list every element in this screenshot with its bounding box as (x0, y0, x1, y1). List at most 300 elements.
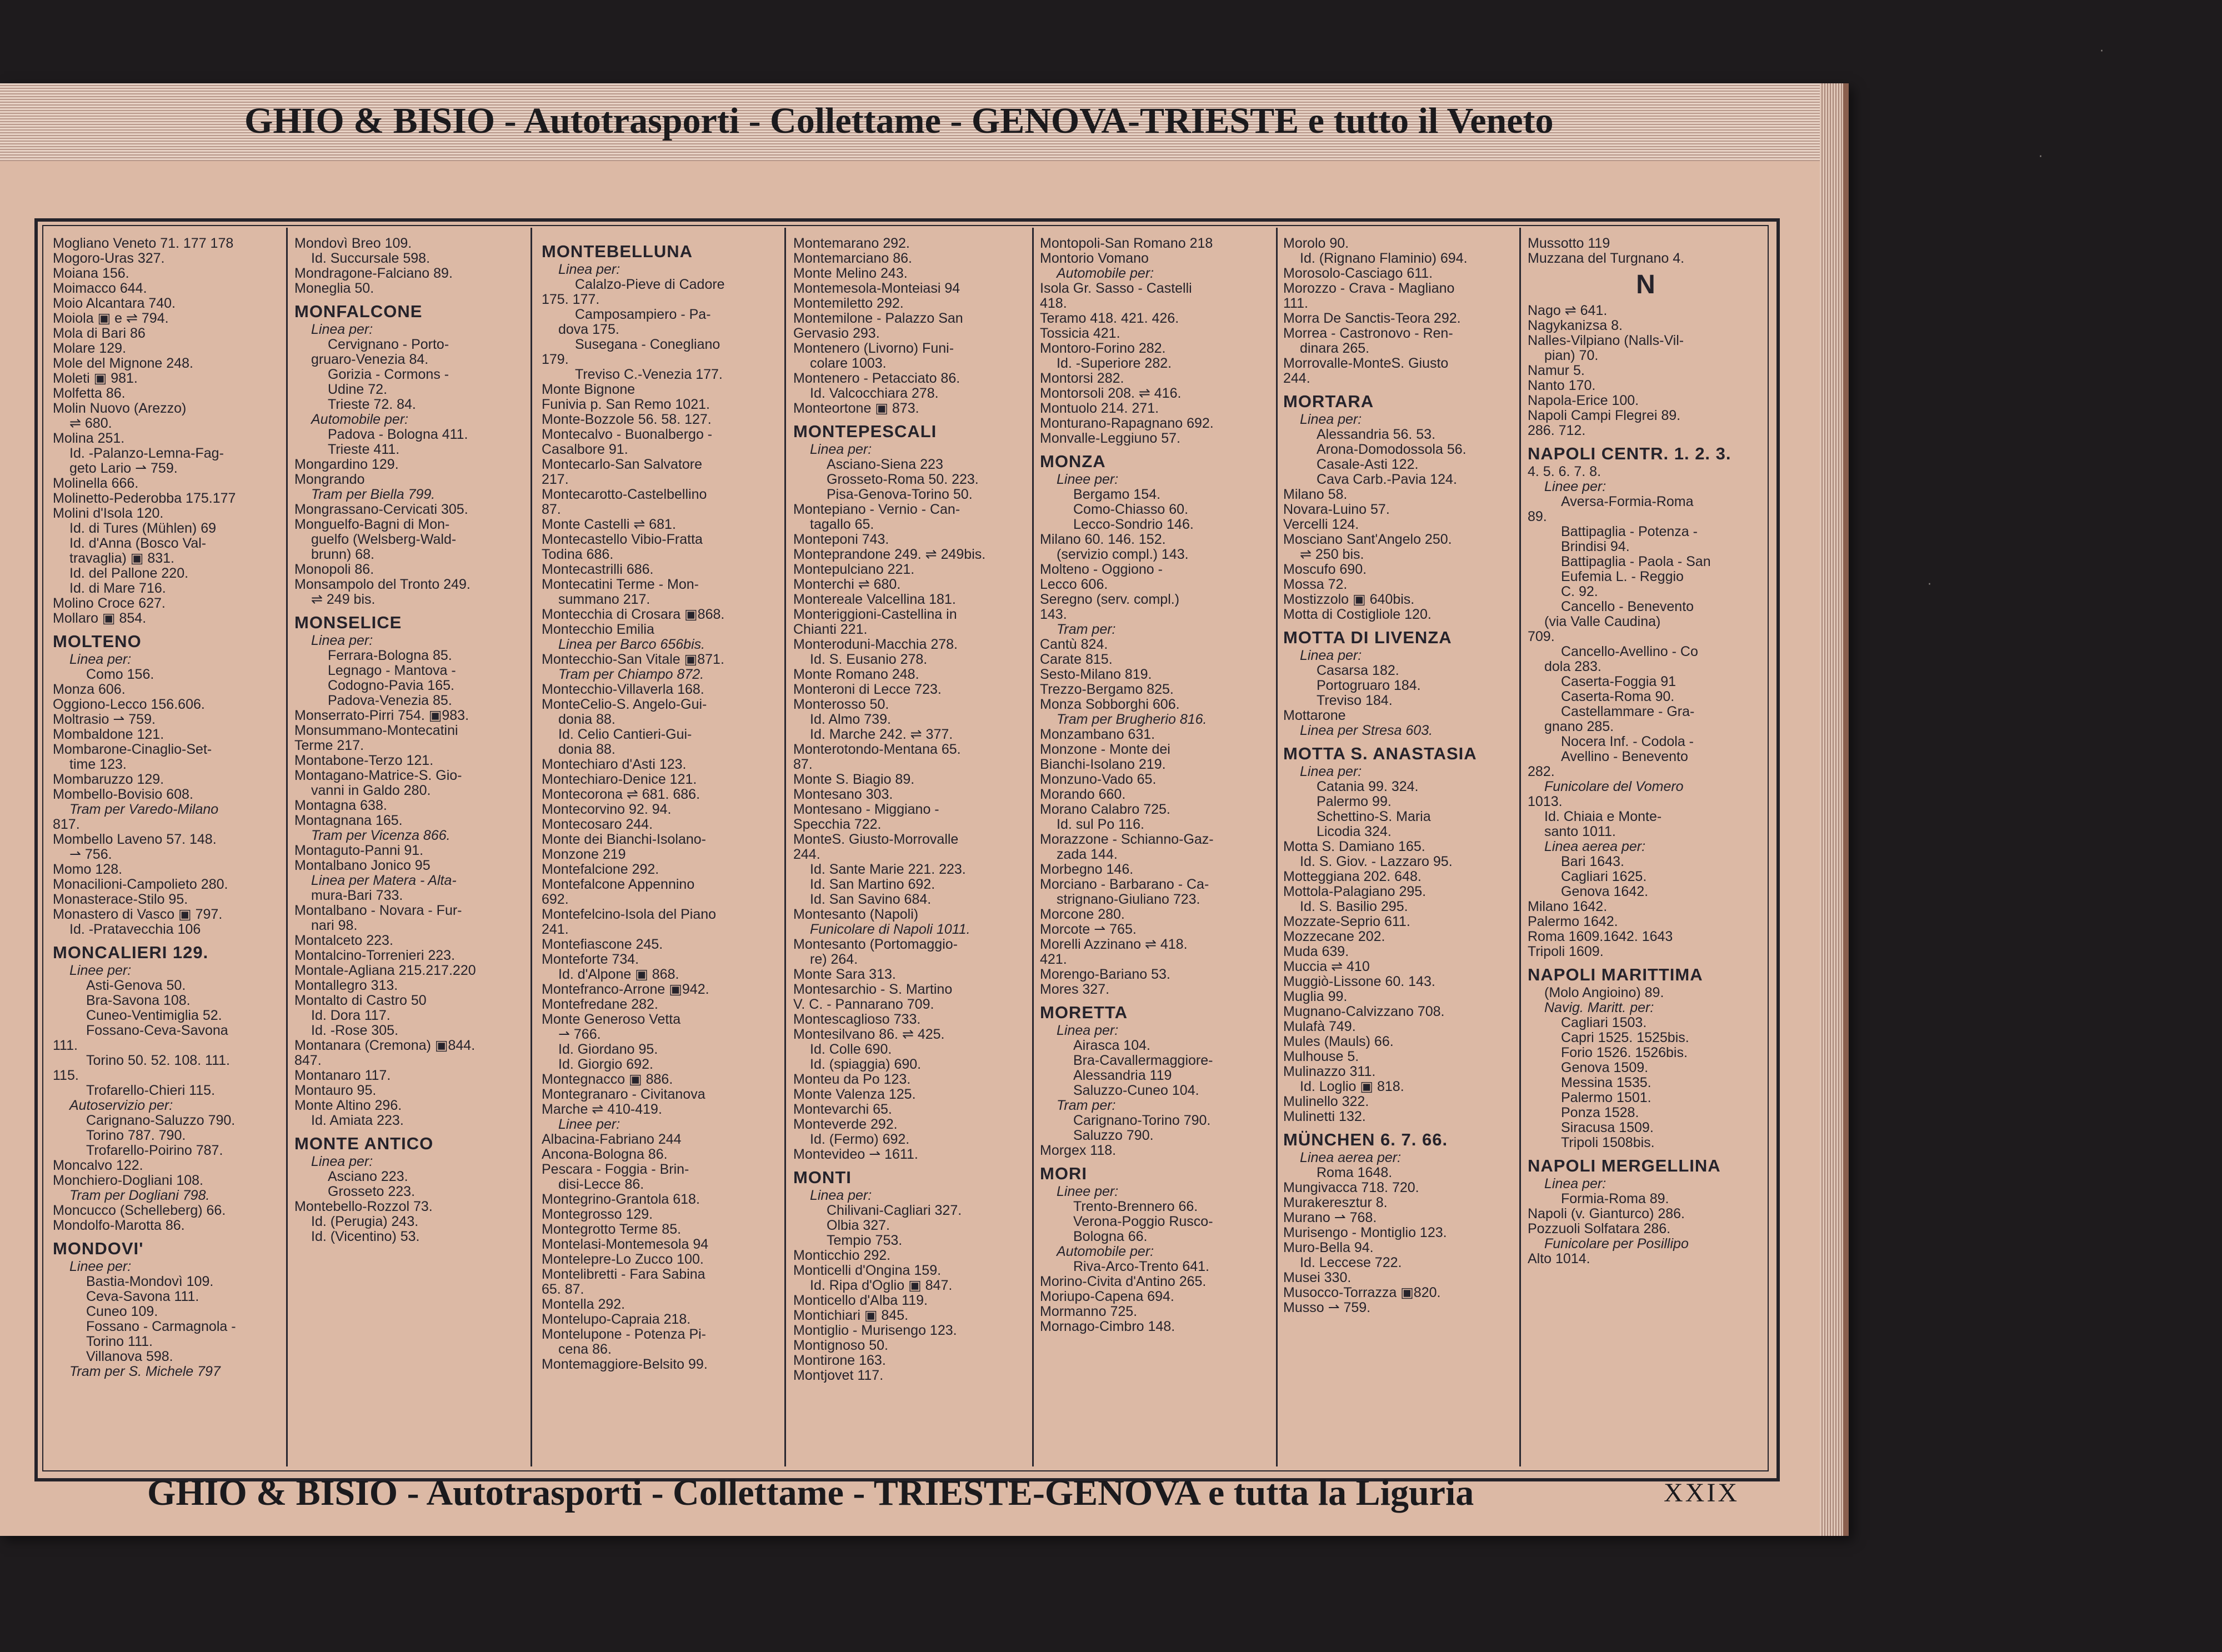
index-entry: Montechiaro d'Asti 123. (542, 757, 687, 772)
destination-entry: Fossano - Carmagnola - (86, 1319, 236, 1334)
index-subentry: Id. Succursale 598. (311, 251, 431, 266)
page-header: GHIO & BISIO - Autotrasporti - Collettame - GENOVA-TRIESTE e tutto il Veneto (244, 101, 1554, 141)
index-subentry: Id. Chiaia e Monte- (1544, 809, 1662, 824)
index-entry: Murakeresztur 8. (1283, 1195, 1388, 1210)
dust-speck: · (2100, 44, 2104, 58)
index-entry: Alto 1014. (1528, 1251, 1590, 1266)
index-entry: Morciano - Barbarano - Ca- (1040, 877, 1209, 892)
index-entry: Monteverde 292. (793, 1117, 898, 1132)
service-label: Tram per: (1057, 1098, 1116, 1113)
index-subentry: Id. (Rignano Flaminio) 694. (1300, 251, 1468, 266)
index-entry: Montanaro 117. (294, 1068, 391, 1083)
index-subentry: (servizio compl.) 143. (1057, 547, 1189, 562)
index-subentry: guelfo (Welsberg-Wald- (311, 532, 457, 547)
section-heading: MONCALIERI 129. (53, 943, 209, 962)
index-subentry: Id. di Tures (Mühlen) 69 (69, 520, 217, 536)
index-entry: Pescara - Foggia - Brin- (542, 1162, 689, 1177)
service-label: Linea per: (810, 1188, 872, 1203)
index-entry: Mulinello 322. (1283, 1094, 1369, 1109)
index-entry: Mole del Mignone 248. (53, 356, 193, 371)
destination-entry: Pisa-Genova-Torino 50. (827, 487, 973, 502)
service-label: Linea per: (69, 652, 132, 667)
section-heading: MOLTENO (53, 632, 142, 651)
index-entry: Mombarone-Cinaglio-Set- (53, 742, 212, 757)
index-entry: Mogoro-Uras 327. (53, 251, 165, 266)
index-entry: Monteponi 743. (793, 532, 889, 547)
index-entry: Montesano - Miggiano - (793, 802, 939, 817)
destination-entry: Licodia 324. (1317, 824, 1392, 839)
destination-entry: Castellammare - Gra- (1561, 704, 1695, 719)
index-subentry: (via Valle Caudina) (1544, 614, 1661, 629)
index-entry: Monsampolo del Tronto 249. (294, 577, 471, 592)
destination-entry: Susegana - Conegliano (575, 337, 720, 352)
index-entry: Milano 60. 146. 152. (1040, 532, 1166, 547)
dust-speck: · (1928, 578, 1931, 592)
index-subentry: Tram per Vicenza 866. (311, 828, 451, 843)
index-entry: Montorsoli 208. ⇌ 416. (1040, 386, 1182, 401)
index-entry: Mondragone-Falciano 89. (294, 266, 453, 281)
index-entry: Moncucco (Schelleberg) 66. (53, 1203, 226, 1218)
index-entry: 143. (1040, 607, 1067, 622)
index-entry: Monteroduni-Macchia 278. (793, 637, 958, 652)
index-column-7 (1528, 236, 1764, 1458)
index-entry: Napoli (v. Gianturco) 286. (1528, 1206, 1685, 1222)
section-heading: MÜNCHEN 6. 7. 66. (1283, 1130, 1448, 1149)
destination-entry: Cervignano - Porto- (328, 337, 449, 352)
destination-entry: Battipaglia - Potenza - (1561, 524, 1698, 539)
index-subentry: tagallo 65. (810, 517, 874, 532)
index-subentry: Id. Amiata 223. (311, 1113, 404, 1128)
index-entry: Montefalcone Appennino (542, 877, 695, 892)
index-entry: Montegrotto Terme 85. (542, 1222, 682, 1237)
index-entry: Moleti ▣ 981. (53, 371, 138, 386)
index-subentry: Id. del Pallone 220. (69, 565, 189, 581)
destination-entry: Gorizia - Cormons - (328, 367, 449, 382)
index-entry: Terme 217. (294, 738, 364, 753)
section-heading: MONTEBELLUNA (542, 242, 693, 261)
column-divider (286, 228, 288, 1466)
index-subentry: Id. (Fermo) 692. (810, 1132, 910, 1147)
index-entry: 87. (542, 502, 561, 517)
index-entry: Montalceto 223. (294, 933, 393, 948)
index-entry: Oggiono-Lecco 156.606. (53, 697, 205, 712)
index-entry: Monsummano-Montecatini (294, 723, 458, 738)
index-entry: 418. (1040, 296, 1067, 311)
index-entry: Muglia 99. (1283, 989, 1348, 1004)
destination-entry: Eufemia L. - Reggio (1561, 569, 1684, 584)
index-entry: Moiana 156. (53, 266, 129, 281)
destination-entry: Battipaglia - Paola - San (1561, 554, 1711, 569)
index-entry: Montjovet 117. (793, 1368, 884, 1383)
index-entry: Montescaglioso 733. (793, 1012, 921, 1027)
index-subentry: Tram per Chiampo 872. (558, 667, 704, 682)
index-entry: Montorio Vomano (1040, 251, 1149, 266)
index-subentry: Id. Sante Marie 221. 223. (810, 862, 966, 877)
index-subentry: Id. d'Anna (Bosco Val- (69, 535, 207, 551)
service-label: Linea per: (311, 1154, 373, 1169)
index-entry: Mores 327. (1040, 982, 1110, 997)
index-entry: Monte Sara 313. (793, 967, 896, 982)
destination-entry: Asciano-Siena 223 (827, 457, 943, 472)
index-entry: Monticelli d'Ongina 159. (793, 1263, 942, 1278)
destination-entry: Riva-Arco-Trento 641. (1073, 1259, 1209, 1274)
index-subentry: Tram per Varedo-Milano (69, 802, 219, 817)
destination-entry: Como-Chiasso 60. (1073, 502, 1189, 517)
letter-heading: N (1636, 270, 1655, 299)
destination-entry: Roma 1648. (1317, 1165, 1393, 1180)
index-subentry: Funicolare di Napoli 1011. (810, 922, 970, 937)
index-subentry: ⇌ 249 bis. (311, 592, 376, 607)
index-subentry: Id. S. Giov. - Lazzaro 95. (1300, 854, 1453, 869)
index-entry: Montallegro 313. (294, 978, 398, 993)
index-entry: Morrovalle-MonteS. Giusto (1283, 356, 1449, 371)
index-subentry: Id. Giordano 95. (558, 1042, 658, 1057)
index-entry: Monticello d'Alba 119. (793, 1293, 928, 1308)
index-entry: Morelli Azzinano ⇌ 418. (1040, 937, 1188, 952)
index-subentry: dova 175. (558, 322, 619, 337)
index-column-5 (1040, 236, 1273, 1458)
index-entry: Morosolo-Casciago 611. (1283, 266, 1433, 281)
index-column-3 (542, 236, 780, 1458)
index-entry: Muccia ⇌ 410 (1283, 959, 1370, 974)
index-subentry: Id. Giorgio 692. (558, 1057, 653, 1072)
index-subentry: Id. Almo 739. (810, 712, 891, 727)
index-entry: Murisengo - Montiglio 123. (1283, 1225, 1447, 1240)
destination-entry: Verona-Poggio Rusco- (1073, 1214, 1213, 1229)
index-entry: Mussotto 119 (1528, 236, 1610, 251)
index-column-2 (294, 236, 528, 1458)
index-entry: Montopoli-San Romano 218 (1040, 236, 1213, 251)
index-entry: Monteforte 734. (542, 952, 639, 967)
index-entry: Montebello-Rozzol 73. (294, 1199, 433, 1214)
index-subentry: donia 88. (558, 712, 615, 727)
index-entry: Montesano 303. (793, 787, 893, 802)
index-entry: Monzone - Monte dei (1040, 742, 1170, 757)
index-subentry: Id. Loglio ▣ 818. (1300, 1079, 1404, 1094)
index-entry: Montiglio - Murisengo 123. (793, 1323, 957, 1338)
index-entry: Monte Generoso Vetta (542, 1012, 681, 1027)
index-entry: 847. (294, 1053, 322, 1068)
index-entry: Muro-Bella 94. (1283, 1240, 1374, 1255)
index-entry: Vercelli 124. (1283, 517, 1359, 532)
index-entry: Molteno - Oggiono - (1040, 562, 1163, 577)
destination-entry: Chilivani-Cagliari 327. (827, 1203, 962, 1218)
index-entry: Morolo 90. (1283, 236, 1349, 251)
index-entry: Monastero di Vasco ▣ 797. (53, 907, 223, 922)
destination-entry: Grosseto 223. (328, 1184, 416, 1199)
index-subentry: Tram per S. Michele 797 (69, 1364, 221, 1379)
index-entry: Mozzecane 202. (1283, 929, 1385, 944)
index-subentry: re) 264. (810, 952, 858, 967)
index-entry: Monteortone ▣ 873. (793, 401, 919, 416)
index-entry: Mostizzolo ▣ 640bis. (1283, 592, 1415, 607)
destination-entry: Treviso C.-Venezia 177. (575, 367, 723, 382)
service-label: Linea aerea per: (1544, 839, 1646, 854)
index-entry: 115. (53, 1068, 79, 1083)
index-entry: Morrea - Castronovo - Ren- (1283, 326, 1453, 341)
destination-entry: Cuneo 109. (86, 1304, 158, 1319)
index-entry: Molini d'Isola 120. (53, 505, 164, 521)
index-entry: 175. 177. (542, 292, 600, 307)
index-entry: 65. 87. (542, 1281, 584, 1297)
destination-entry: Olbia 327. (827, 1218, 890, 1233)
destination-entry: Saluzzo 790. (1073, 1128, 1154, 1143)
index-entry: Mombaldone 121. (53, 727, 164, 742)
index-subentry: Tram per Dogliani 798. (69, 1188, 210, 1203)
index-entry: 179. (542, 352, 569, 367)
destination-entry: Torino 50. 52. 108. 111. (86, 1053, 230, 1068)
service-label: Linea per: (558, 262, 620, 277)
destination-entry: Torino 787. 790. (86, 1128, 186, 1143)
index-entry: Monte Altino 296. (294, 1098, 402, 1113)
index-subentry: brunn) 68. (311, 547, 374, 562)
index-entry: 1013. (1528, 794, 1563, 809)
destination-entry: Forio 1526. 1526bis. (1561, 1045, 1688, 1060)
index-entry: Montemiletto 292. (793, 296, 904, 311)
index-entry: Monte Bignone (542, 382, 635, 397)
destination-entry: Schettino-S. Maria (1317, 809, 1431, 824)
section-heading: NAPOLI CENTR. 1. 2. 3. (1528, 444, 1731, 463)
index-entry: Montignoso 50. (793, 1338, 888, 1353)
index-entry: Casalbore 91. (542, 442, 628, 457)
index-entry: 692. (542, 892, 569, 907)
index-entry: 244. (1283, 371, 1310, 386)
index-entry: Monte Valenza 125. (793, 1087, 916, 1102)
index-entry: Monacilioni-Campolieto 280. (53, 877, 228, 892)
destination-entry: Legnago - Mantova - (328, 663, 456, 678)
index-subentry: Linea per Matera - Alta- (311, 873, 457, 888)
index-entry: Montagna 638. (294, 798, 387, 813)
index-subentry: Id. Leccese 722. (1300, 1255, 1402, 1270)
index-subentry: Id. (Perugia) 243. (311, 1214, 419, 1229)
index-entry: Mulhouse 5. (1283, 1049, 1359, 1064)
index-entry: Nagykanizsa 8. (1528, 318, 1623, 333)
index-entry: Montemesola-Monteiasi 94 (793, 281, 960, 296)
section-heading: MOTTA DI LIVENZA (1283, 628, 1452, 647)
destination-entry: Padova-Venezia 85. (328, 693, 452, 708)
index-entry: Mogliano Veneto 71. 177 178 (53, 236, 234, 251)
destination-entry: Ponza 1528. (1561, 1105, 1639, 1120)
index-entry: Montecosaro 244. (542, 817, 653, 832)
index-entry: Montecorvino 92. 94. (542, 802, 672, 817)
index-entry: Montabone-Terzo 121. (294, 753, 434, 768)
index-entry: Moio Alcantara 740. (53, 296, 176, 311)
index-entry: Montalcino-Torrenieri 223. (294, 948, 456, 963)
index-entry: Monteroni di Lecce 723. (793, 682, 942, 697)
index-subentry: gruaro-Venezia 84. (311, 352, 429, 367)
index-subentry: travaglia) ▣ 831. (69, 550, 174, 566)
index-subentry: nari 98. (311, 918, 358, 933)
index-entry: Carate 815. (1040, 652, 1113, 667)
index-entry: Mongardino 129. (294, 457, 399, 472)
section-heading: MONTI (793, 1168, 852, 1187)
index-entry: Milano 1642. (1528, 899, 1608, 914)
index-entry: Montefalcione 292. (542, 862, 659, 877)
index-subentry: time 123. (69, 757, 127, 772)
index-entry: Mottola-Palagiano 295. (1283, 884, 1427, 899)
index-subentry: Id. -Superiore 282. (1057, 356, 1172, 371)
index-entry: Montegrino-Grantola 618. (542, 1192, 700, 1207)
index-entry: Motta di Costigliole 120. (1283, 607, 1432, 622)
index-entry: Monte-Bozzole 56. 58. 127. (542, 412, 712, 427)
service-label: Linea per: (311, 633, 373, 648)
service-label: Linee per: (69, 963, 132, 978)
index-entry: Mongrando (294, 472, 365, 487)
destination-entry: Torino 111. (86, 1334, 153, 1349)
destination-entry: Alessandria 119 (1073, 1068, 1172, 1083)
index-entry: Morcote ⇀ 765. (1040, 922, 1137, 937)
section-heading: MONZA (1040, 452, 1106, 471)
destination-entry: Bastia-Mondovì 109. (86, 1274, 214, 1289)
destination-entry: Trofarello-Poirino 787. (86, 1143, 223, 1158)
service-label: Linee per: (1544, 479, 1607, 494)
section-heading: MONDOVI' (53, 1239, 144, 1258)
index-entry: Murano ⇀ 768. (1283, 1210, 1377, 1225)
destination-entry: Bologna 66. (1073, 1229, 1148, 1244)
index-entry: Mules (Mauls) 66. (1283, 1034, 1394, 1049)
index-subentry: Id. (spiaggia) 690. (810, 1057, 922, 1072)
index-entry: Motteggiana 202. 648. (1283, 869, 1422, 884)
index-entry: Isola Gr. Sasso - Castelli (1040, 281, 1192, 296)
index-entry: Montesilvano 86. ⇌ 425. (793, 1027, 945, 1042)
index-entry: Molino Croce 627. (53, 595, 166, 611)
index-entry: Monterosso 50. (793, 697, 889, 712)
destination-entry: Trofarello-Chieri 115. (86, 1083, 216, 1098)
service-label: Linea per: (1057, 1023, 1119, 1038)
index-entry: Montichiari ▣ 845. (793, 1308, 909, 1323)
index-entry: 111. (53, 1038, 78, 1053)
index-entry: Ancona-Bologna 86. (542, 1147, 668, 1162)
index-entry: Nago ⇌ 641. (1528, 303, 1608, 318)
index-entry: Morbegno 146. (1040, 862, 1134, 877)
index-entry: Mungivacca 718. 720. (1283, 1180, 1419, 1195)
index-entry: 111. (1283, 296, 1308, 311)
index-entry: Monte S. Biagio 89. (793, 772, 915, 787)
index-subentry: Id. Colle 690. (810, 1042, 892, 1057)
index-entry: Molare 129. (53, 341, 127, 356)
index-subentry: Id. Celio Cantieri-Gui- (558, 727, 692, 742)
index-entry: Montepiano - Vernio - Can- (793, 502, 960, 517)
index-subentry: Tram per: (1057, 622, 1116, 637)
index-column-6 (1283, 236, 1517, 1458)
destination-entry: Udine 72. (328, 382, 388, 397)
index-entry: Muda 639. (1283, 944, 1349, 959)
index-entry: Seregno (serv. compl.) (1040, 592, 1180, 607)
index-entry: Mombello Laveno 57. 148. (53, 832, 217, 847)
index-entry: Montegnacco ▣ 886. (542, 1072, 673, 1087)
index-entry: V. C. - Pannarano 709. (793, 997, 934, 1012)
index-subentry: donia 88. (558, 742, 615, 757)
index-entry: Monza Sobborghi 606. (1040, 697, 1180, 712)
index-subentry: (Molo Angioino) 89. (1544, 985, 1664, 1000)
index-entry: Mozzate-Seprio 611. (1283, 914, 1410, 929)
section-heading: MONTE ANTICO (294, 1134, 434, 1153)
index-entry: Montenero - Petacciato 86. (793, 371, 960, 386)
index-entry: Musocco-Torrazza ▣820. (1283, 1285, 1441, 1300)
index-entry: Monteprandone 249. ⇌ 249bis. (793, 547, 986, 562)
column-divider (1032, 228, 1034, 1466)
index-entry: Napoli Campi Flegrei 89. (1528, 408, 1681, 423)
index-entry: Mulinazzo 311. (1283, 1064, 1376, 1079)
destination-entry: Avellino - Benevento (1561, 749, 1688, 764)
index-entry: Montesanto (Napoli) (793, 907, 919, 922)
index-entry: MonteS. Giusto-Morrovalle (793, 832, 959, 847)
index-entry: Muzzana del Turgnano 4. (1528, 251, 1685, 266)
index-entry: Montecchio-Villaverla 168. (542, 682, 704, 697)
index-entry: Montemarciano 86. (793, 251, 913, 266)
index-entry: Specchia 722. (793, 817, 882, 832)
index-entry: Nalles-Vilpiano (Nalls-Vil- (1528, 333, 1684, 348)
index-entry: Morozzo - Crava - Magliano (1283, 281, 1455, 296)
index-entry: Montalbano - Novara - Fur- (294, 903, 462, 918)
index-entry: Montemaggiore-Belsito 99. (542, 1356, 708, 1372)
destination-entry: Calalzo-Pieve di Cadore (575, 277, 725, 292)
index-entry: Montesarchio - S. Martino (793, 982, 953, 997)
destination-entry: Airasca 104. (1073, 1038, 1150, 1053)
destination-entry: Capri 1525. 1525bis. (1561, 1030, 1689, 1045)
index-entry: 244. (793, 847, 820, 862)
index-subentry: Id. -Palanzo-Lemna-Fag- (69, 445, 224, 461)
index-entry: Mulinetti 132. (1283, 1109, 1366, 1124)
destination-entry: Saluzzo-Cuneo 104. (1073, 1083, 1199, 1098)
index-column-4 (793, 236, 1029, 1458)
index-entry: Montelepre-Lo Zucco 100. (542, 1251, 704, 1267)
index-entry: Cantù 824. (1040, 637, 1108, 652)
service-label: Funicolare del Vomero (1544, 779, 1684, 794)
destination-entry: Ceva-Savona 111. (86, 1289, 199, 1304)
index-entry: 282. (1528, 764, 1555, 779)
index-subentry: ⇀ 756. (69, 847, 112, 862)
destination-entry: Trento-Brennero 66. (1073, 1199, 1198, 1214)
index-entry: Montemilone - Palazzo San (793, 311, 963, 326)
index-entry: Mugnano-Calvizzano 708. (1283, 1004, 1445, 1019)
index-subentry: vanni in Galdo 280. (311, 783, 431, 798)
index-entry: Muggiò-Lissone 60. 143. (1283, 974, 1435, 989)
index-subentry: Id. S. Eusanio 278. (810, 652, 928, 667)
index-entry: Mollaro ▣ 854. (53, 610, 147, 626)
index-subentry: Id. S. Basilio 295. (1300, 899, 1408, 914)
index-entry: Monte Romano 248. (793, 667, 919, 682)
index-subentry: Automobile per: (1057, 266, 1154, 281)
index-subentry: Id. di Mare 716. (69, 580, 166, 596)
destination-entry: Ferrara-Bologna 85. (328, 648, 452, 663)
index-entry: Montaguto-Panni 91. (294, 843, 424, 858)
destination-entry: Bari 1643. (1561, 854, 1624, 869)
index-entry: Montecarlo-San Salvatore (542, 457, 703, 472)
destination-entry: Genova 1642. (1561, 884, 1649, 899)
index-entry: Tossicia 421. (1040, 326, 1120, 341)
destination-entry: Asti-Genova 50. (86, 978, 186, 993)
index-subentry: santo 1011. (1544, 824, 1616, 839)
index-entry: Molinetto-Pederobba 175.177 (53, 490, 236, 506)
index-entry: Montelupo-Capraia 218. (542, 1311, 691, 1327)
index-entry: Monterotondo-Mentana 65. (793, 742, 961, 757)
index-subentry: Funicolare per Posillipo (1544, 1236, 1689, 1251)
index-entry: Monteu da Po 123. (793, 1072, 911, 1087)
column-divider (784, 228, 786, 1466)
service-label: Linee per: (1057, 1184, 1119, 1199)
service-label: Automobile per: (311, 412, 409, 427)
column-divider (1519, 228, 1521, 1466)
index-entry: Mombello-Bovisio 608. (53, 787, 193, 802)
index-entry: Motta S. Damiano 165. (1283, 839, 1425, 854)
index-entry: Mormanno 725. (1040, 1304, 1138, 1319)
destination-entry: Brindisi 94. (1561, 539, 1630, 554)
destination-entry: Tempio 753. (827, 1233, 903, 1248)
destination-entry: Cancello-Avellino - Co (1561, 644, 1698, 659)
index-entry: Teramo 418. 421. 426. (1040, 311, 1179, 326)
destination-entry: Caserta-Foggia 91 (1561, 674, 1676, 689)
